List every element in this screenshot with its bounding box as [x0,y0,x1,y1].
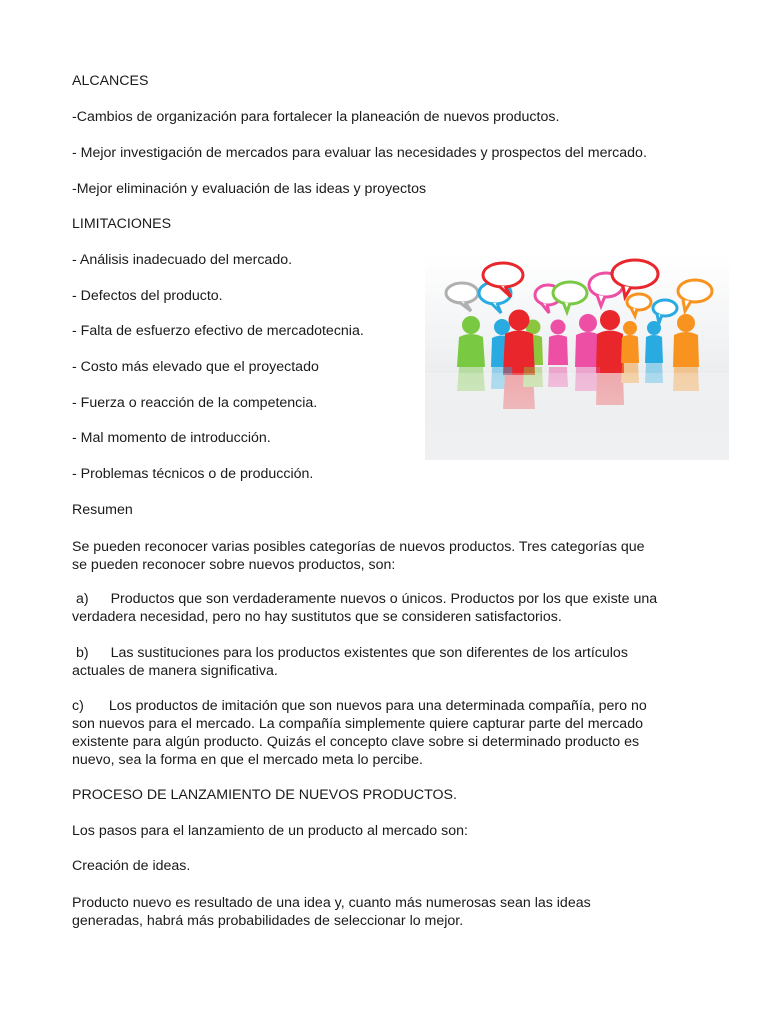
people-speech-bubbles-illustration [425,255,729,460]
resumen-intro-line: Se pueden reconocer varias posibles categorías de nuevos productos. Tres categorías que [72,539,645,555]
proceso-step-line: Producto nuevo es resultado de una idea y, cuanto más numerosas sean las ideas [72,895,591,911]
alcances-item: -Mejor eliminación y evaluación de las ideas y proyectos [72,181,427,197]
category-line: existente para algún producto. Quizás el concepto clave sobre si determinado producto es [72,734,640,750]
category-line: son nuevos para el mercado. La compañía simplemente quiere capturar parte del mercado [72,716,643,732]
category-marker: c) [72,698,84,714]
limitaciones-item: - Problemas técnicos o de producción. [72,466,314,482]
resumen-intro-line: se pueden reconocer sobre nuevos productos, son: [72,557,396,573]
limitaciones-item: - Mal momento de introducción. [72,430,271,446]
category-line: nuevo, sea la forma en que el mercado meta lo percibe. [72,752,423,768]
alcances-heading: ALCANCES [72,73,149,89]
resumen-heading: Resumen [72,502,133,518]
category-marker: b) [72,645,89,661]
alcances-item: -Cambios de organización para fortalecer la planeación de nuevos productos. [72,109,560,125]
limitaciones-heading: LIMITACIONES [72,216,172,232]
category-b [72,644,628,680]
limitaciones-item: - Análisis inadecuado del mercado. [72,252,293,268]
resumen-intro [72,538,645,574]
category-line: actuales de manera significativa. [72,663,278,679]
proceso-intro: Los pasos para el lanzamiento de un producto al mercado son: [72,823,468,839]
proceso-heading: PROCESO DE LANZAMIENTO DE NUEVOS PRODUCTOS. [72,787,457,803]
proceso-step-title: Creación de ideas. [72,858,191,874]
limitaciones-item: - Costo más elevado que el proyectado [72,359,319,375]
category-line: verdadera necesidad, pero no hay sustitutos que se consideren satisfactorios. [72,609,562,625]
limitaciones-item: - Defectos del producto. [72,288,223,304]
proceso-step-text [72,894,591,930]
proceso-step-line: generadas, habrá más probabilidades de seleccionar lo mejor. [72,913,464,929]
alcances-item: - Mejor investigación de mercados para evaluar las necesidades y prospectos del mercado. [72,145,647,161]
limitaciones-item: - Fuerza o reacción de la competencia. [72,395,318,411]
category-marker: a) [72,591,89,607]
category-line: Productos que son verdaderamente nuevos o únicos. Productos por los que existe una [110,591,658,607]
limitaciones-item: - Falta de esfuerzo efectivo de mercadotecnia. [72,323,364,339]
category-a [72,590,657,626]
category-c [72,697,647,769]
category-line: Los productos de imitación que son nuevos para una determinada compañía, pero no [108,698,647,714]
category-line: Las sustituciones para los productos existentes que son diferentes de los artículos [110,645,628,661]
